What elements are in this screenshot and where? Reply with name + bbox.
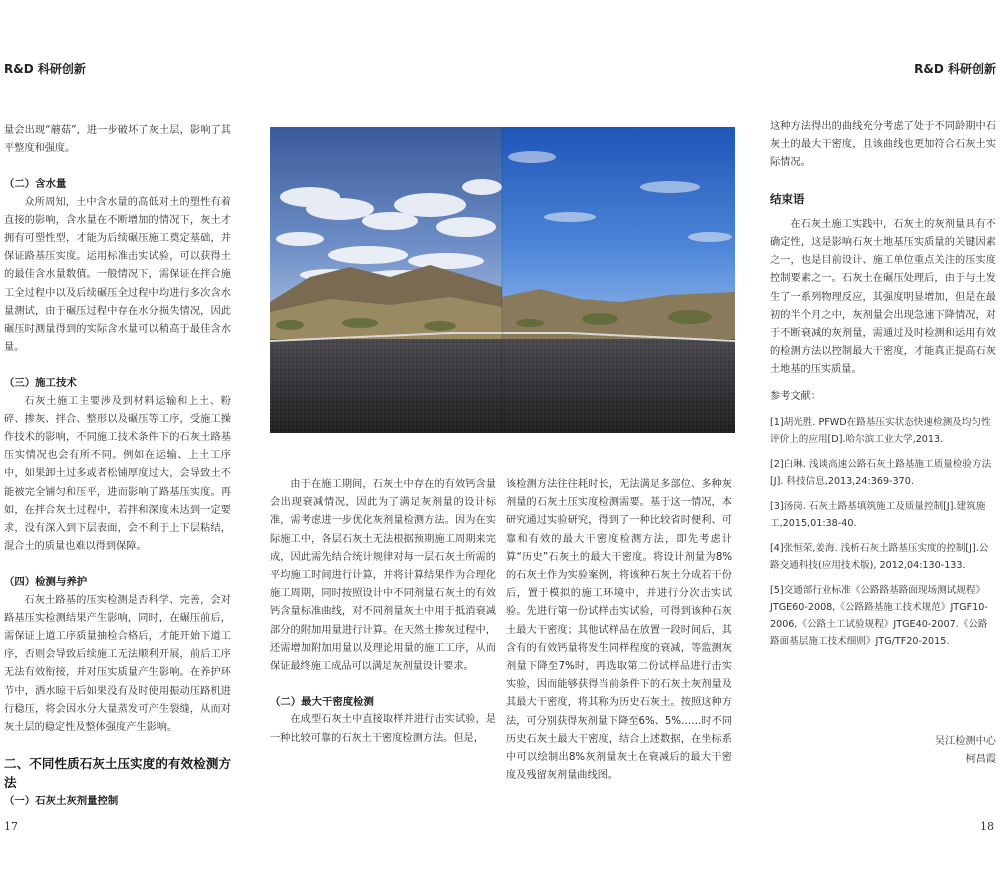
heading-conclusion: 结束语 — [770, 191, 805, 206]
column-4 — [770, 118, 996, 650]
page-number-left: 17 — [4, 820, 18, 833]
heading-lime-dosage-control: （一）石灰土灰剂量控制 — [4, 795, 119, 808]
reference-item-1: [1]胡光胜. PFWD在路基压实状态快速检测及均匀性评价上的应用[D].哈尔滨工业大学,2013. — [770, 416, 991, 445]
road-photo — [270, 127, 735, 433]
paragraph-inspection-maintenance: 石灰土路基的压实检测是否科学、完善，会对路基压实检测结果产生影响，同时，在碾压前后，需保证上道工序质量抽检合格后，才能开始下道工序，否则会导致后续施工无法顺利开展，前后工序无法有效衔接，并对压实质量产生影响。在养护环节中，洒水晾干后如果没有及时使用振动压路机进行稳压，将会因水分大量蒸发可产生裂缝，从而对灰土层的稳定性及整体强度产生影响。 — [4, 594, 231, 734]
page-number-right: 18 — [980, 820, 994, 833]
column-3 — [506, 476, 732, 785]
paragraph-historical-lime-soil: 该检测方法往往耗时长，无法满足多部位、多种灰剂量的石灰土压实度检测需要。基于这一情况，本研究通过实验研究，得到了一种比较省时便利、可靠和有效的最大干密度检测方法，即先考虑计算“历史”石灰土的最大干密度。将设计剂量为8%的石灰土作为实验案例，将该种石灰土分成若干份后，置于模拟的施工环境中，并进行分次击实试验。先进行第一份试样击实试验，可得到该种石灰土最大干密度；其他试样品在放置一段时间后，其含有的有效钙量将发生同样程度的衰减，等监测灰剂量下降至7%时，再选取第二份试样品进行击实实验，因而能够获得当前条件下的石灰土灰剂量及其最大干密度，将其称为历史石灰土。按照这种方法，可分别获得灰剂量下降至6%、5%……时不同历史石灰土最大干密度，结合上述数据，在坐标系中可以绘制出8%灰剂量灰土在衰减后的最大干密度及残留灰剂量曲线图。 — [506, 479, 732, 782]
paragraph-intro: 量会出现“蘑菇”，进一步破坏了灰土层，影响了其平整度和强度。 — [4, 125, 231, 155]
paragraph-construction-technique: 石灰土施工主要涉及到材料运输和上土、粉碎、掺灰、拌合、整形以及碾压等工序，受施工操作技术的影响，不同施工技术条件下的石灰土路基压实情况也会有所不同。例如在运输、上土工序中，如果卸土过多或者松铺厚度过大，会导致土不能被完全铺匀和压平，进而影响了路基压实度。再如，在拌合灰土过程中，若拌和深度未达到一定要求，没有深入到下层表面，会不利于上下层粘结，混合土的质量也难以得到保障。 — [4, 395, 231, 553]
heading-construction-technique: （三）施工技术 — [4, 377, 77, 390]
author-name: 柯昌霞 — [965, 754, 996, 765]
paragraph-dosage-optimization: 由于在施工期间，石灰土中存在的有效钙含量会出现衰减情况，因此为了满足灰剂量的设计标准，需考虑进一步优化灰剂量检测方法。因为在实际施工中，各层石灰土无法根据预期施工周期来完成，因此需先结合统计规律对每一层石灰土所需的平均施工时间进行计算，并将计算结果作为合理化施工周期，同时按照设计中不同剂量石灰土的有效钙含量标准曲线，对不同剂量灰土中用于抵消衰减部分的附加用量进行计算。在天然土掺灰过程中，还需增加附加用量以及理论用量的施工工序，从而保证最终施工成品可以满足灰剂量设计要求。 — [270, 479, 496, 673]
reference-item-4: [4]张恒荣,姜海. 浅析石灰土路基压实度的控制[J].公路交通科技(应用技术版), 2012,04:130-133. — [770, 542, 989, 571]
column-2 — [270, 476, 496, 748]
page-header-right: R&D 科研创新 — [914, 62, 996, 76]
heading-references: 参考文献： — [770, 390, 821, 402]
reference-item-2: [2]白琳. 浅谈高速公路石灰土路基施工质量检验方法[J]. 科技信息,2013,24:369-370. — [770, 458, 992, 487]
reference-item-5: [5]交通部行业标准《公路路基路面现场测试规程》JTGE60-2008,《公路路基施工技术规范》JTGF10-2006,《公路土工试验规程》JTGE40-2007.《公路路面基层施工技术细则》JTG/TF20-2015. — [770, 584, 988, 647]
road-landscape-image — [270, 127, 735, 433]
heading-max-dry-density: （二）最大干密度检测 — [270, 696, 374, 709]
paragraph-curve-summary: 这种方法得出的曲线充分考虑了处于不同龄期中石灰土的最大干密度，且该曲线也更加符合石灰土实际情况。 — [770, 121, 996, 169]
paragraph-water-content: 众所周知，土中含水量的高低对土的塑性有着直接的影响，含水量在不断增加的情况下，灰土才拥有可塑性型，才能为后续碾压施工奠定基础，并保证路基压实度。运用标准击实试验，可以获得土的最佳含水量数值。一般情况下，需保证在拌合施工全过程中以及后续碾压全过程中均进行多次含水量测试，由于碾压过程中存在水分损失情况，因此碾压时测量得到的实际含水量可以稍高于最佳含水量。 — [4, 196, 231, 354]
paragraph-max-dry-density: 在成型石灰土中直接取样并进行击实试验，是一种比较可靠的石灰土干密度检测方法。但是， — [270, 714, 496, 744]
column-1 — [4, 122, 231, 811]
author-organization: 吴江检测中心 — [934, 736, 996, 747]
heading-inspection-maintenance: （四）检测与养护 — [4, 576, 88, 589]
heading-water-content: （二）含水量 — [4, 178, 67, 191]
reference-item-3: [3]汤岗. 石灰土路基填筑施工及质量控制[J].建筑施工,2015,01:38-40. — [770, 500, 986, 529]
page-header-left: R&D 科研创新 — [4, 62, 86, 76]
paragraph-conclusion: 在石灰土施工实践中，石灰土的灰剂量具有不确定性，这是影响石灰土地基压实质量的关键因素之一，也是目前设计、施工单位重点关注的压实度控制要素之一。石灰土在碾压处理后，由于与土发生了一系列物理反应，其强度明显增加，但是在最初的半个月之中，灰剂量会出现急速下降情况，对于不断衰减的灰剂量，需通过及时检测和运用有效的检测方法以控制最大干密度，才能真正提高石灰土地基的压实质量。 — [770, 218, 996, 376]
heading-section-2: 二、不同性质石灰土压实度的有效检测方法 — [4, 756, 231, 791]
